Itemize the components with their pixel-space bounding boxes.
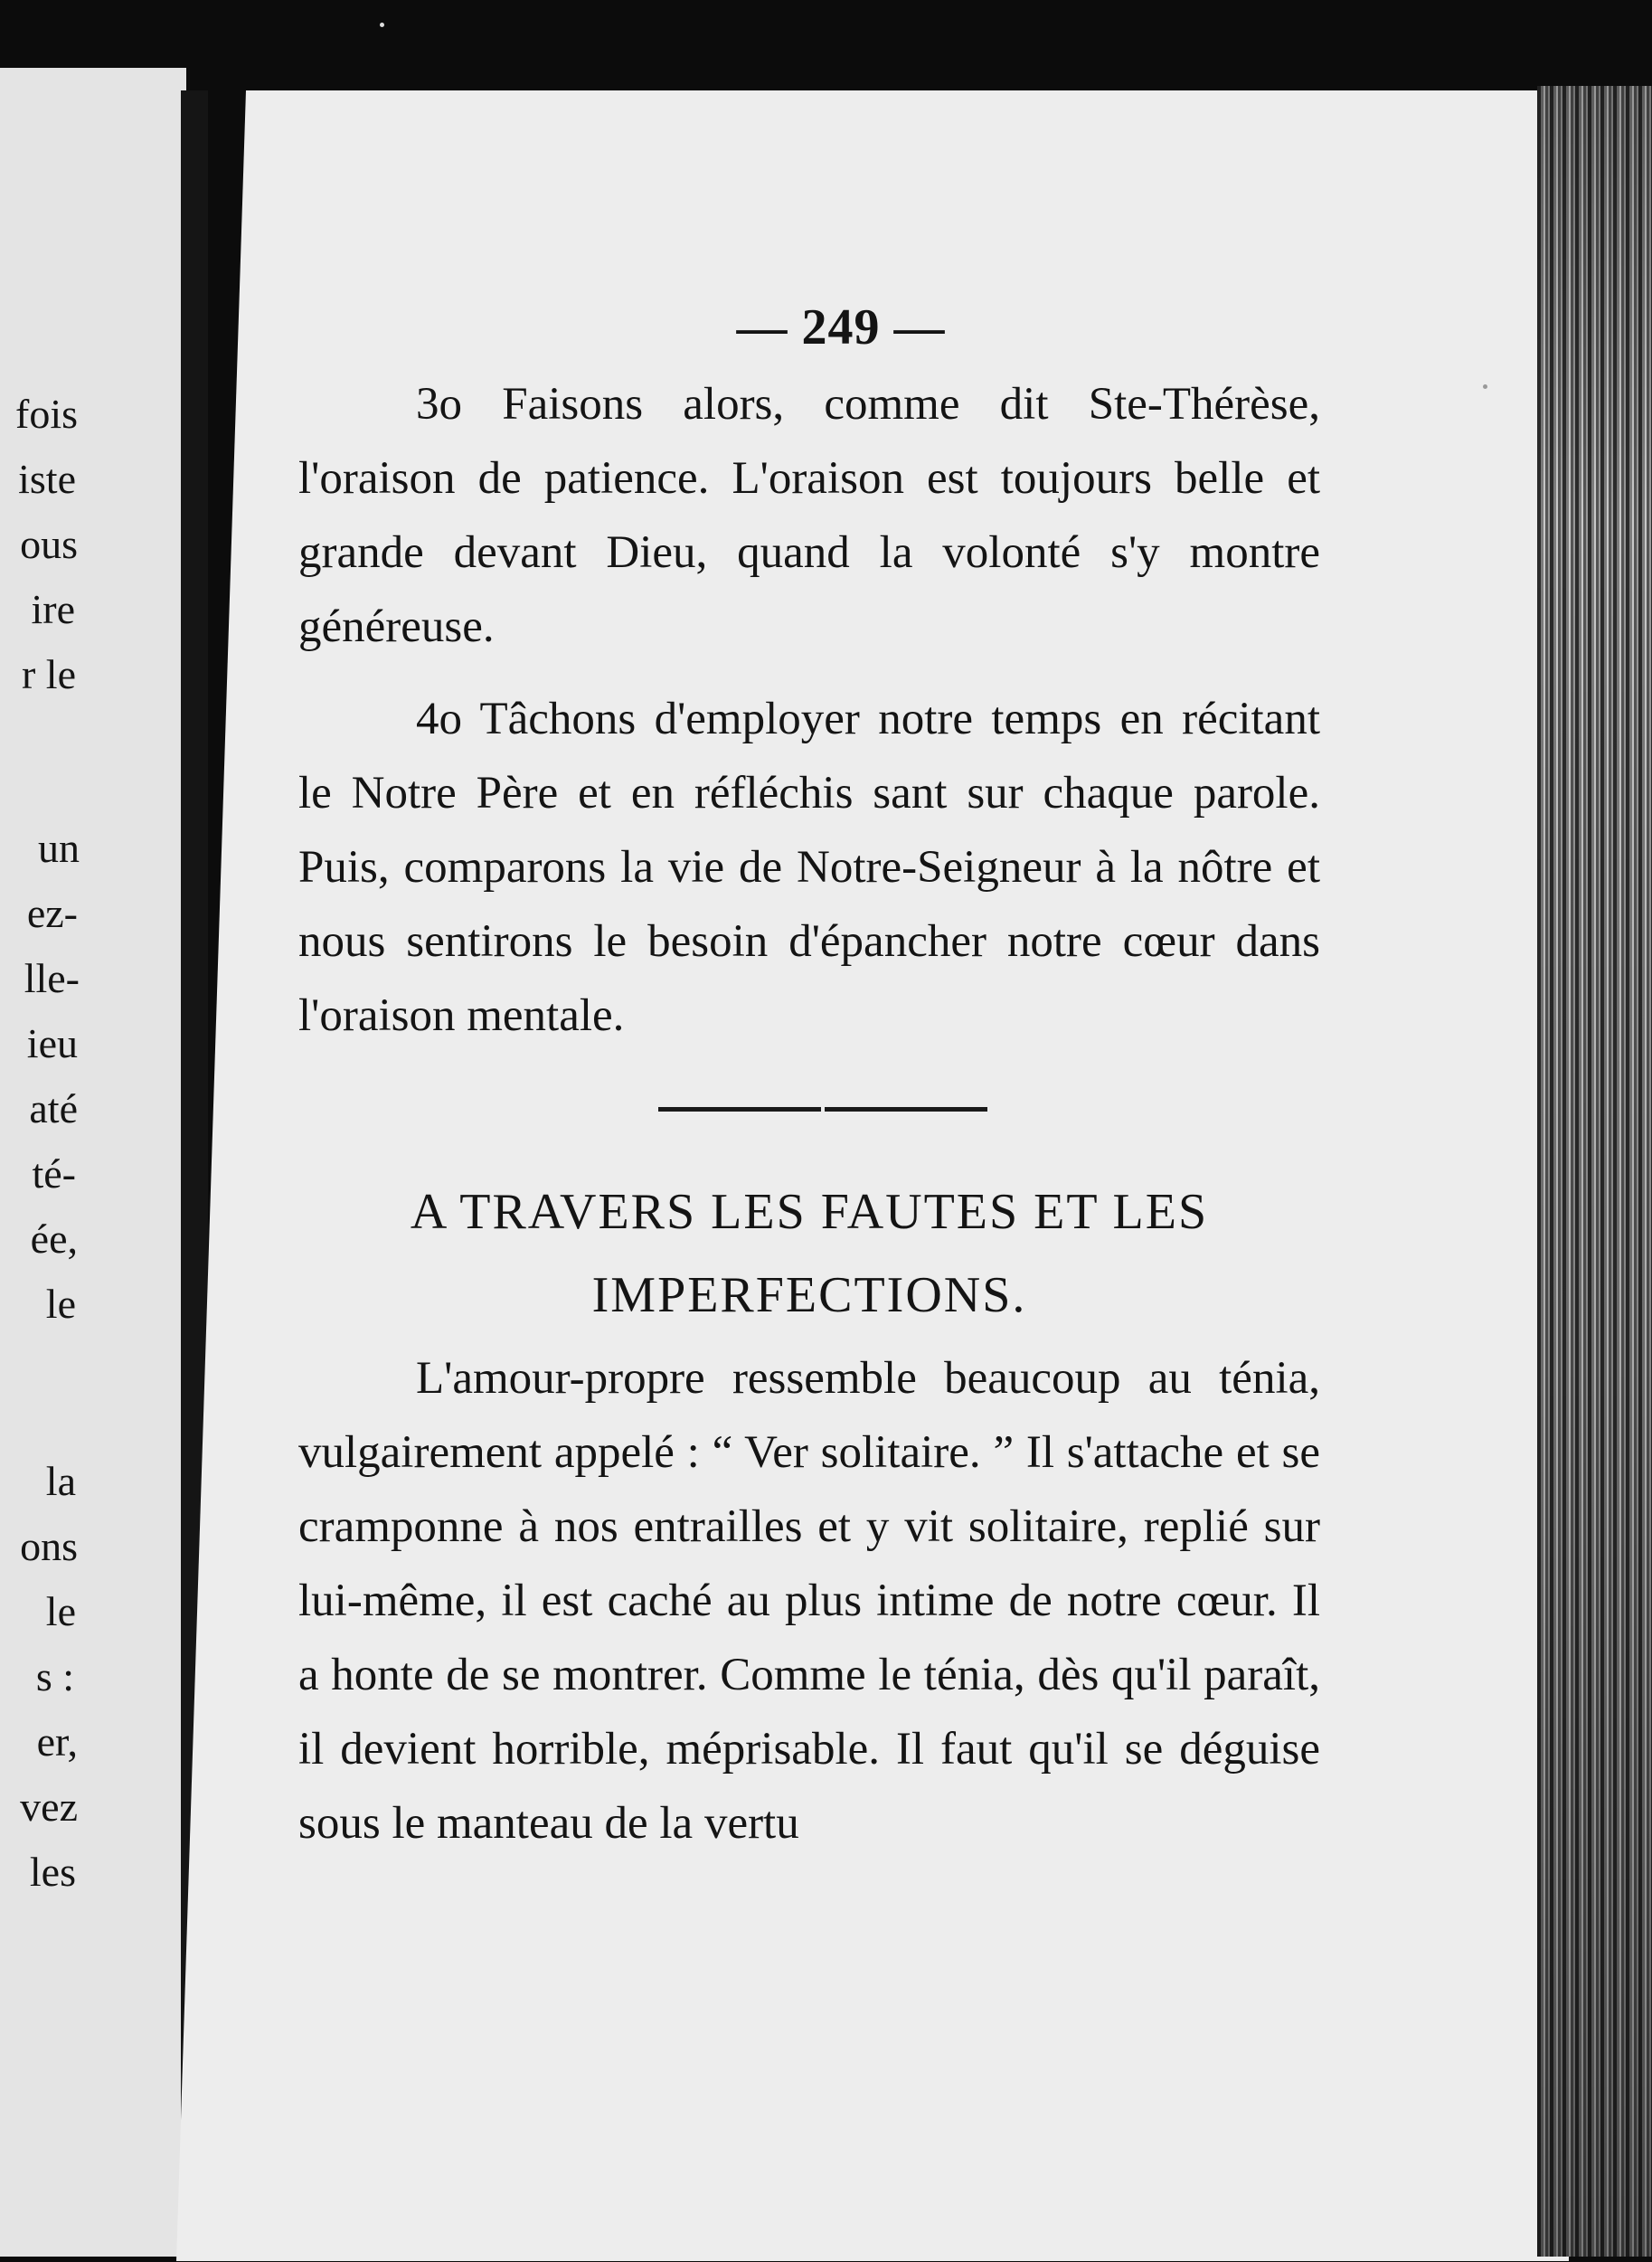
left-fragment-text: le: [45, 1588, 76, 1634]
left-fragment-text: s :: [35, 1653, 74, 1699]
left-fragment-text: ez-: [26, 890, 78, 936]
left-fragment-text: té-: [32, 1150, 76, 1197]
left-fragment-text: ieu: [26, 1020, 78, 1066]
left-fragment-text: lle-: [24, 955, 80, 1001]
page-edges-shadow: [1537, 86, 1652, 2257]
left-fragment-text: ée,: [30, 1216, 78, 1262]
body-paragraph: L'amour-propre ressemble beaucoup au ténia, vulgairement appelé : “ Ver solitaire. ” Il s'attache et se cramponne à nos entrailles et y vit solitaire, replié sur lui-même, il est caché au plus intime de notre cœur. Il a honte de se montrer. Comme le ténia, dès qu'il paraît, il devient horrible, méprisable. Il faut qu'il se déguise sous le manteau de la vertu: [298, 1353, 1320, 1849]
left-fragment-text: er,: [36, 1718, 78, 1765]
page-content: [298, 298, 1320, 1860]
left-fragment-text: iste: [18, 456, 76, 502]
dust-speck: [380, 23, 384, 27]
left-fragment-text: ire: [31, 586, 75, 632]
paragraph-3: 3o Faisons alors, comme dit Ste-Thérèse, l'oraison de patience. L'oraison est toujours belle et grande devant Dieu, quand la volonté s'y montre généreuse.: [298, 379, 1320, 652]
section-divider: [326, 1107, 1320, 1112]
page-number: — 249 —: [736, 299, 946, 355]
section-title-line-1: A TRAVERS LES FAUTES ET LES: [410, 1184, 1209, 1240]
left-fragment-text: vez: [20, 1784, 78, 1830]
left-fragment-text: un: [38, 825, 80, 871]
left-fragment-text: les: [29, 1849, 76, 1895]
dust-speck: [1483, 384, 1487, 389]
left-page-fragment: [0, 68, 186, 2257]
left-fragment-text: ous: [20, 521, 78, 567]
paragraph-4: 4o Tâchons d'employer notre temps en récitant le Notre Père et en réfléchis sant sur chaque parole. Puis, comparons la vie de Notre-Seigneur à la nôtre et nous sentirons le besoin d'épancher notre cœur dans l'oraison mentale.: [298, 694, 1320, 1041]
section-title-line-2: IMPERFECTIONS.: [591, 1267, 1027, 1323]
left-fragment-text: r le: [21, 651, 76, 697]
left-fragment-text: até: [29, 1085, 78, 1131]
left-fragment-text: fois: [15, 391, 78, 437]
left-fragment-text: ons: [20, 1523, 78, 1569]
left-fragment-text: la: [45, 1458, 76, 1504]
left-fragment-text: le: [45, 1281, 76, 1327]
